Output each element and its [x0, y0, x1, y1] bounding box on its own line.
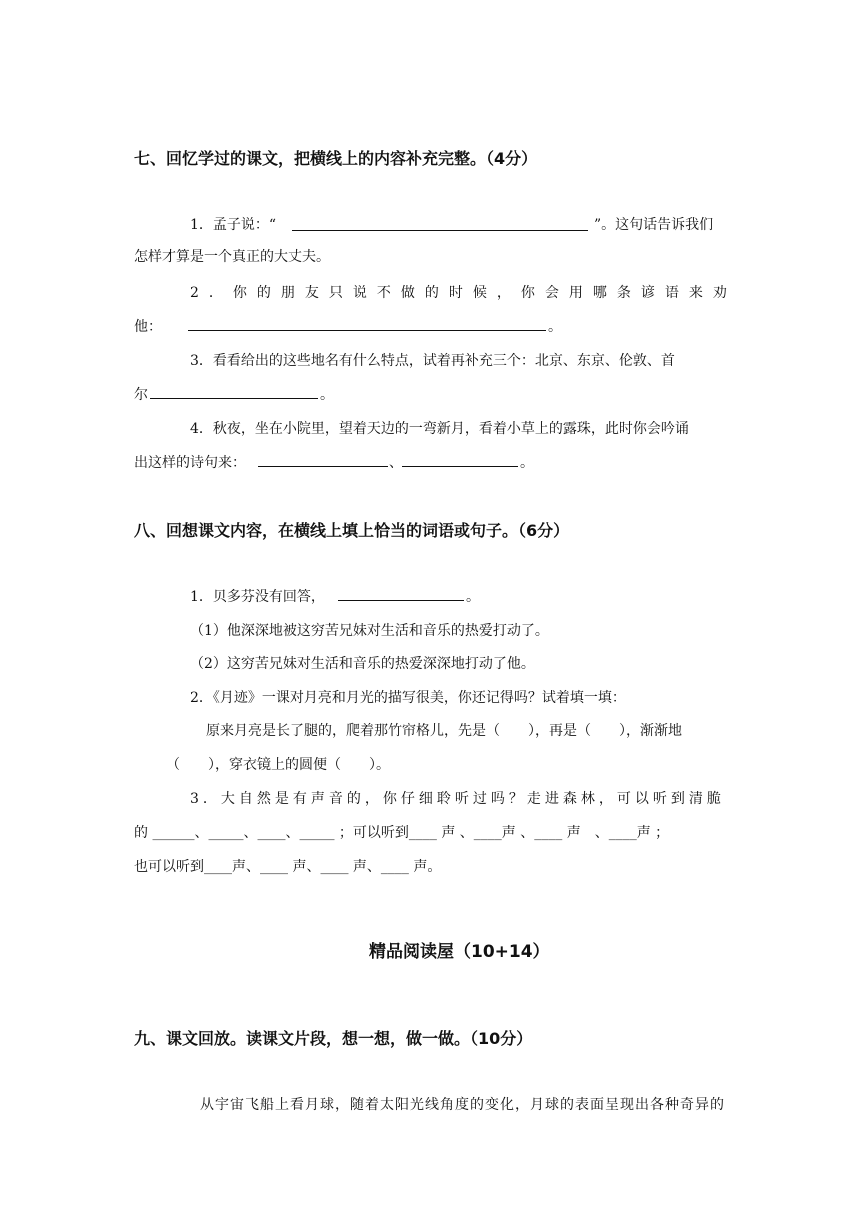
s8-q2-text: 2．《月迹》一课对月亮和月光的描写很美，你还记得吗？试着填一填： [190, 690, 626, 706]
s8-q2-line-2: （ ），穿衣镜上的圆便（ ）。 [166, 757, 390, 773]
s8-q1-option-1: （1）他深深地被这穷苦兄妹对生活和音乐的热爱打动了。 [190, 623, 549, 639]
s9-paragraph: 从宇宙飞船上看月球，随着太阳光线角度的变化，月球的表面呈现出各种奇异的 [200, 1097, 725, 1113]
section-9-heading: 九、课文回放。读课文片段，想一想，做一做。（10分） [134, 1029, 533, 1048]
s7-q1-blank[interactable] [292, 230, 588, 231]
s7-q4-sep: 、 [389, 455, 403, 471]
s7-q4-text: 4．秋夜，坐在小院里，望着天边的一弯新月，看着小草上的露珠，此时你会吟诵 [190, 421, 689, 437]
s7-q2-end: 。 [548, 319, 562, 335]
s8-q1-option-2: （2）这穷苦兄妹对生活和音乐的热爱深深地打动了他。 [190, 656, 535, 672]
s7-q3-prefix: 尔 [134, 387, 148, 403]
s8-q2-line-1: 原来月亮是长了腿的，爬着那竹帘格儿，先是（ ），再是（ ），渐渐地 [206, 723, 682, 739]
s8-q1-prefix: 1．贝多芬没有回答， [190, 589, 325, 605]
s7-q4-blank-1[interactable] [258, 466, 388, 467]
s8-q3-line-2: 的 ______、_____、____、_____ ；可以听到____ 声 、____声 、____ 声 、____声 ； [134, 825, 670, 841]
s8-q1-end: 。 [466, 589, 480, 605]
section-7-heading: 七、回忆学过的课文，把横线上的内容补充完整。（4分） [134, 149, 538, 168]
s7-q4-prefix: 出这样的诗句来： [134, 455, 246, 471]
s7-q1-prefix: 1．孟子说：“ [190, 217, 277, 233]
s7-q3-text: 3．看看给出的这些地名有什么特点，试着再补充三个：北京、东京、伦敦、首 [190, 353, 675, 369]
s7-q3-end: 。 [320, 387, 334, 403]
s7-q1-suffix: ”。这句话告诉我们 [594, 217, 714, 233]
s8-q3-line-3: 也可以听到____声、____ 声、____ 声、____ 声。 [134, 859, 442, 875]
s7-q1-continuation: 怎样才算是一个真正的大丈夫。 [134, 249, 330, 265]
s7-q2-blank[interactable] [188, 330, 546, 331]
s8-q3-text: 3．大自然是有声音的，你仔细聆听过吗？走进森林，可以听到清脆 [190, 791, 725, 807]
section-8-heading: 八、回想课文内容，在横线上填上恰当的词语或句子。（6分） [134, 521, 570, 540]
s8-q1-blank[interactable] [338, 600, 464, 601]
s7-q4-end: 。 [520, 455, 534, 471]
s7-q2-text: 2．你的朋友只说不做的时候，你会用哪条谚语来劝 [190, 285, 737, 301]
s7-q2-prefix: 他： [134, 319, 162, 335]
s7-q3-blank[interactable] [150, 398, 318, 399]
reading-section-title: 精品阅读屋（10+14） [369, 942, 550, 962]
s7-q4-blank-2[interactable] [402, 466, 518, 467]
